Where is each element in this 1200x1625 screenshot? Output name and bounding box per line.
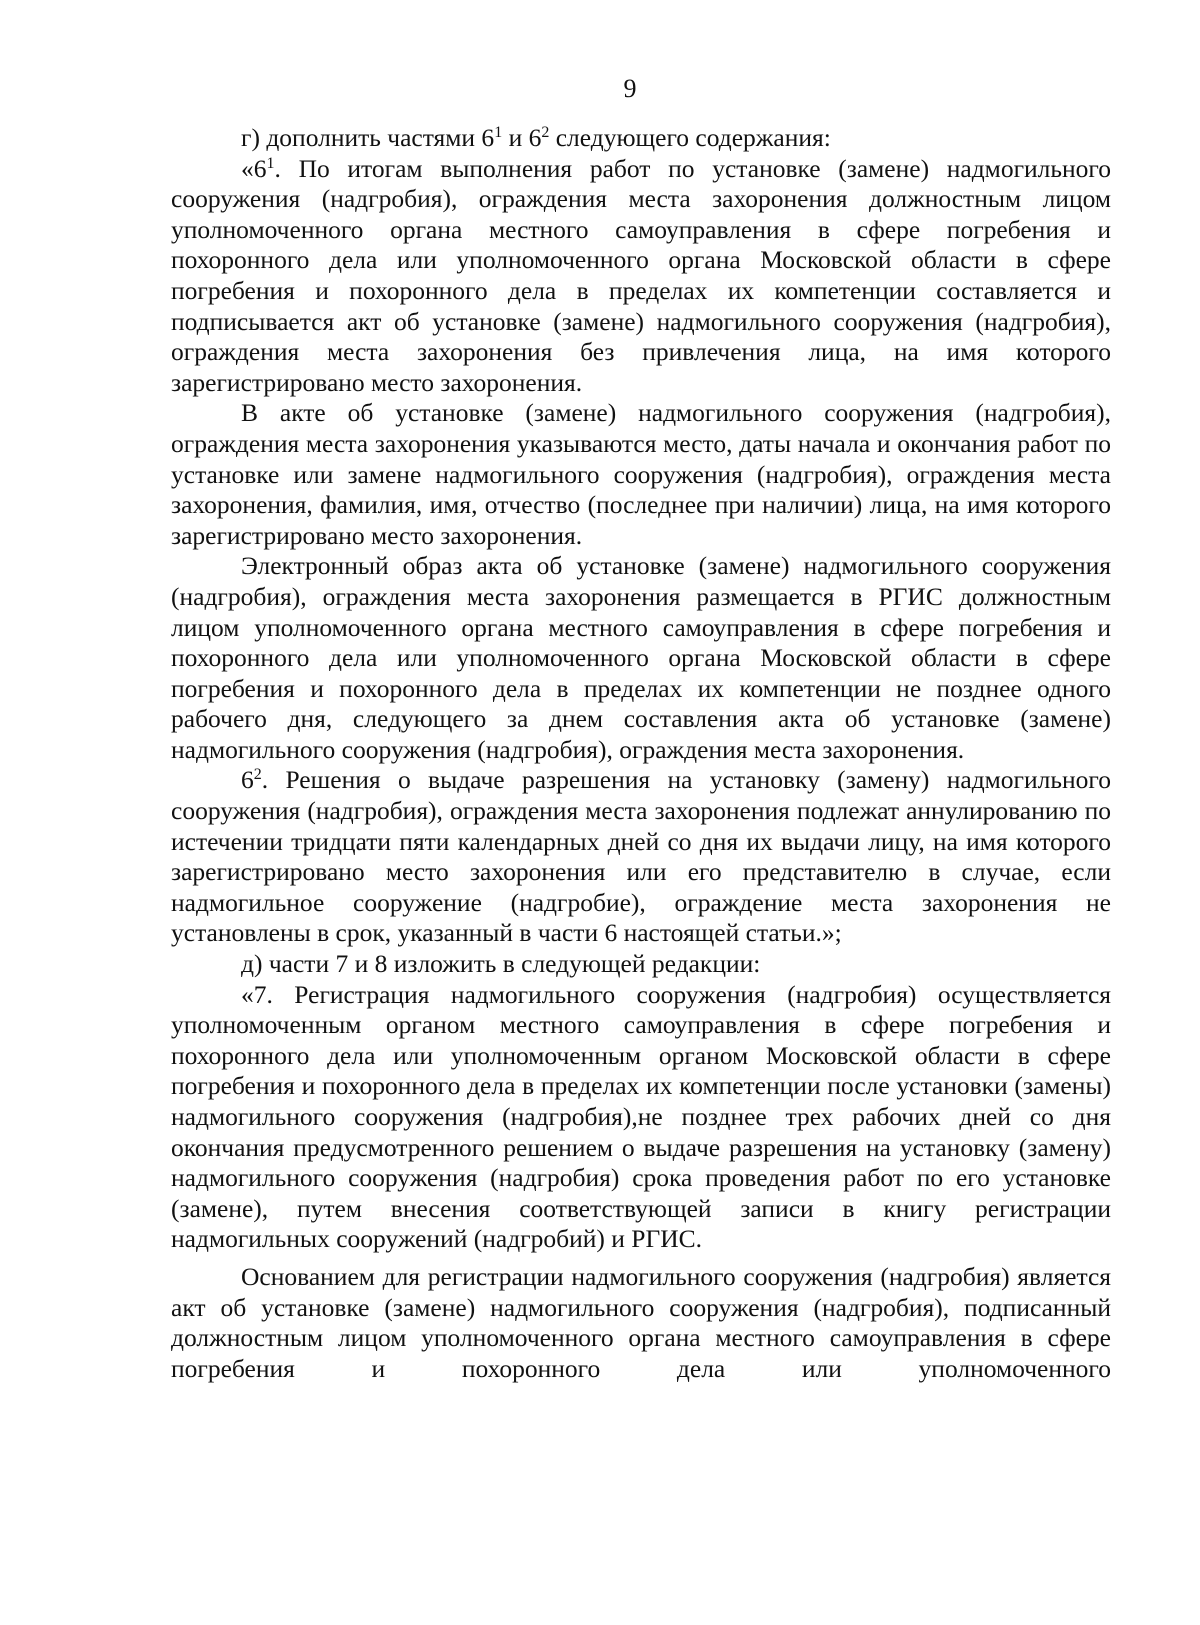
paragraph-g-intro: г) дополнить частями $6^1$ и $6^2$ следующего содержания:: [241, 123, 831, 152]
paragraph-part-7: «7. Регистрация надмогильного сооружения (надгробия) осуществляется уполномоченным органом местного самоуправления в сфере погребения и похоронного дела или уполномоченным органом Московской области в сфере погребения и похоронного дела в пределах их компетенции после установки (замены) надмогильного сооружения (надгробия),не позднее трех рабочих дней со дня окончания предусмотренного решением о выдаче разрешения на установку (замену) надмогильного сооружения (надгробия) срока проведения работ по его установке (замене), путем внесения соответствующей записи в книгу регистрации надмогильных сооружений (надгробий) и РГИС.: [171, 979, 1111, 1254]
paragraph-electronic-image: Электронный образ акта об установке (замене) надмогильного сооружения (надгробия), ограждения места захоронения размещается в РГИС должностным лицом уполномоченного органа местного самоуправления в сфере погребения и похоронного дела или уполномоченного органа Московской области в сфере погребения и похоронного дела в пределах их компетенции не позднее одного рабочего дня, следующего за днем составления акта об установке (замене) надмогильного сооружения (надгробия), ограждения места захоронения.: [171, 551, 1111, 764]
paragraph-part-6-1: «$6^1$. По итогам выполнения работ по установке (замене) надмогильного сооружения (надгробия), ограждения места захоронения должностным лицом уполномоченного органа местного самоуправления в сфере погребения и похоронного дела или уполномоченного органа Московской области в сфере погребения и похоронного дела в пределах их компетенции составляется и подписывается акт об установке (замене) надмогильного сооружения (надгробия), ограждения места захоронения без привлечения лица, на имя которого зарегистрировано место захоронения.: [171, 153, 1111, 397]
paragraph-act-contents: В акте об установке (замене) надмогильного сооружения (надгробия), ограждения места захоронения указываются место, даты начала и окончания работ по установке или замене надмогильного сооружения (надгробия), ограждения места захоронения, фамилия, имя, отчество (последнее при наличии) лица, на имя которого зарегистрировано место захоронения.: [171, 398, 1111, 550]
paragraph-registration-basis: Основанием для регистрации надмогильного сооружения (надгробия) является акт об установке (замене) надмогильного сооружения (надгробия), подписанный должностным лицом уполномоченного органа местного самоуправления в сфере погребения и похоронного дела или уполномоченного: [171, 1261, 1111, 1383]
paragraph-part-6-2: $6^2$. Решения о выдаче разрешения на установку (замену) надмогильного сооружения (надгробия), ограждения места захоронения подлежат аннулированию по истечении тридцати пяти календарных дней со дня их выдачи лицу, на имя которого зарегистрировано место захоронения или его представителю в случае, если надмогильное сооружение (надгробие), ограждение места захоронения не установлены в срок, указанный в части 6 настоящей статьи.»;: [171, 765, 1111, 948]
paragraph-d-intro: д) части 7 и 8 изложить в следующей редакции:: [241, 949, 761, 979]
page-number: 9: [623, 74, 637, 103]
document-body: [171, 123, 1111, 1384]
